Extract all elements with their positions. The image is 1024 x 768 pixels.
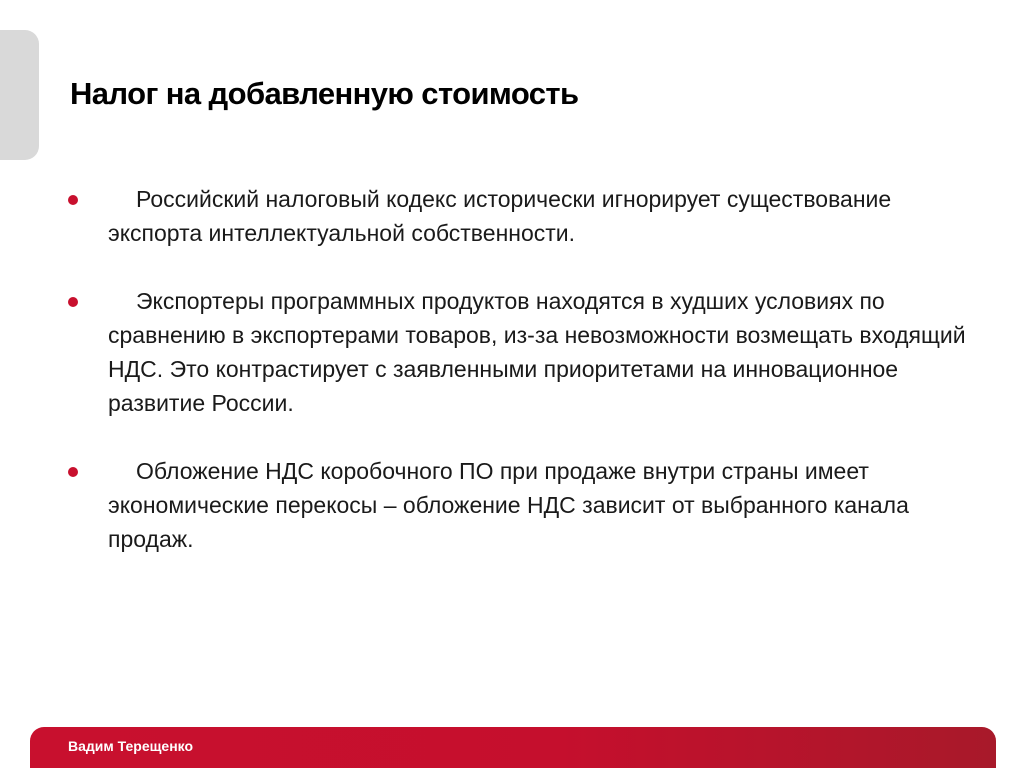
bullet-item — [68, 284, 968, 420]
bullet-text: Обложение НДС коробочного ПО при продаже внутри страны имеет экономические перекосы – обложение НДС зависит от выбранного канала продаж. — [108, 458, 909, 552]
slide-title: Налог на добавленную стоимость — [70, 76, 579, 111]
bullet-item — [68, 182, 968, 250]
bullet-text: Российский налоговый кодекс исторически игнорирует существование экспорта интеллектуальной собственности. — [108, 186, 892, 246]
footer-bar — [30, 727, 996, 768]
bullet-dot-icon — [68, 195, 78, 205]
bullet-list — [68, 182, 968, 590]
bullet-item — [68, 454, 968, 556]
footer-author: Вадим Терещенко — [68, 738, 194, 754]
side-tab-decoration — [0, 30, 39, 160]
bullet-text: Экспортеры программных продуктов находятся в худших условиях по сравнению в экспортерами товаров, из-за невозможности возмещать входящий НДС. Это контрастирует с заявленными приоритетами на инновационное развитие России. — [108, 288, 966, 416]
bullet-dot-icon — [68, 467, 78, 477]
bullet-dot-icon — [68, 297, 78, 307]
